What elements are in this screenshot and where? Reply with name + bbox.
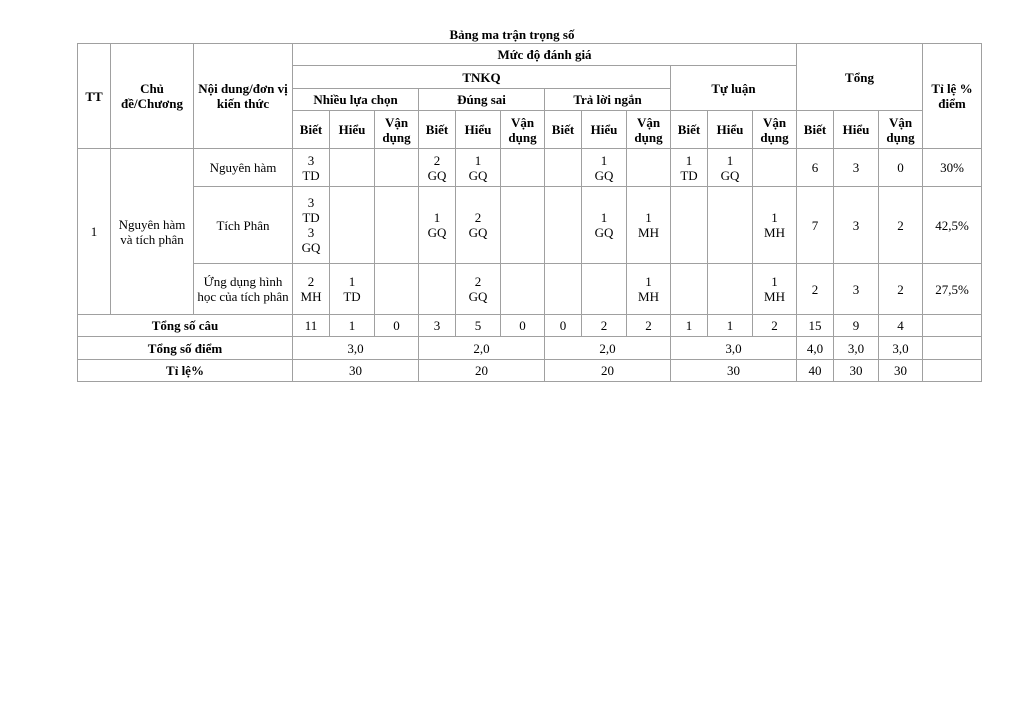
total-questions-label: Tổng số câu: [78, 315, 293, 337]
total-questions-cell: 1: [708, 315, 753, 337]
total-questions-cell: 15: [797, 315, 834, 337]
weight-matrix-table: [77, 43, 982, 382]
ratio-group-cell: 20: [545, 360, 671, 382]
ratio-cell: 27,5%: [923, 264, 982, 315]
table-cell: 1 GQ: [419, 187, 456, 264]
table-cell: 1 GQ: [582, 187, 627, 264]
table-cell: 2: [879, 187, 923, 264]
table-cell: 0: [879, 149, 923, 187]
header-level-hieu: Hiểu: [456, 111, 501, 149]
table-cell: 3: [834, 264, 879, 315]
total-questions-cell: 0: [375, 315, 419, 337]
header-level-biet: Biết: [545, 111, 582, 149]
header-total: Tổng: [797, 44, 923, 111]
header-level-van-dung: Vận dụng: [375, 111, 419, 149]
table-cell: [545, 187, 582, 264]
table-cell: [671, 187, 708, 264]
header-level-van-dung: Vận dụng: [879, 111, 923, 149]
header-level-biet: Biết: [797, 111, 834, 149]
topic-number: 1: [78, 149, 111, 315]
header-short-answer: Trả lời ngắn: [545, 89, 671, 111]
total-questions-ratio-cell: [923, 315, 982, 337]
table-cell: 6: [797, 149, 834, 187]
table-cell: 3: [834, 187, 879, 264]
header-level-van-dung: Vận dụng: [501, 111, 545, 149]
table-cell: [545, 149, 582, 187]
total-questions-cell: 2: [627, 315, 671, 337]
total-points-group-cell: 3,0: [293, 337, 419, 360]
table-cell: 3 TD: [293, 149, 330, 187]
content-cell: Nguyên hàm: [194, 149, 293, 187]
ratio-group-cell: 30: [671, 360, 797, 382]
table-cell: [375, 149, 419, 187]
total-questions-cell: 1: [330, 315, 375, 337]
total-points-cell: 3,0: [879, 337, 923, 360]
header-level-van-dung: Vận dụng: [627, 111, 671, 149]
table-cell: 2 MH: [293, 264, 330, 315]
total-questions-cell: 11: [293, 315, 330, 337]
header-level-hieu: Hiểu: [708, 111, 753, 149]
table-cell: 1 GQ: [708, 149, 753, 187]
table-cell: [753, 149, 797, 187]
header-level-biet: Biết: [671, 111, 708, 149]
ratio-cell: 42,5%: [923, 187, 982, 264]
ratio-group-cell: 20: [419, 360, 545, 382]
table-cell: [708, 264, 753, 315]
header-level-van-dung: Vận dụng: [753, 111, 797, 149]
table-cell: [582, 264, 627, 315]
table-cell: [375, 264, 419, 315]
total-points-cell: 3,0: [834, 337, 879, 360]
topic-name: Nguyên hàm và tích phân: [111, 149, 194, 315]
header-topic: Chủ đề/Chương: [111, 44, 194, 149]
table-cell: [419, 264, 456, 315]
header-level-hieu: Hiểu: [330, 111, 375, 149]
table-cell: 3 TD 3 GQ: [293, 187, 330, 264]
header-level-biet: Biết: [293, 111, 330, 149]
table-cell: 1 TD: [671, 149, 708, 187]
header-assessment-level: Mức độ đánh giá: [293, 44, 797, 66]
total-questions-cell: 4: [879, 315, 923, 337]
table-cell: [708, 187, 753, 264]
content-cell: Ứng dụng hình học của tích phân: [194, 264, 293, 315]
header-multiple-choice: Nhiều lựa chọn: [293, 89, 419, 111]
ratio-empty-cell: [923, 360, 982, 382]
table-cell: [330, 187, 375, 264]
table-cell: [501, 264, 545, 315]
table-cell: 2 GQ: [456, 264, 501, 315]
total-points-group-cell: 2,0: [545, 337, 671, 360]
table-caption: Bảng ma trận trọng số: [449, 27, 575, 42]
header-level-biet: Biết: [419, 111, 456, 149]
table-cell: 1 MH: [753, 264, 797, 315]
ratio-total-cell: 30: [879, 360, 923, 382]
table-cell: [671, 264, 708, 315]
content-cell: Tích Phân: [194, 187, 293, 264]
total-points-group-cell: 3,0: [671, 337, 797, 360]
table-cell: 2: [797, 264, 834, 315]
table-cell: 7: [797, 187, 834, 264]
header-essay: Tự luận: [671, 66, 797, 111]
total-points-label: Tổng số điểm: [78, 337, 293, 360]
header-tnkq: TNKQ: [293, 66, 671, 89]
header-ratio: Tỉ lệ % điểm: [923, 44, 982, 149]
header-tt: TT: [78, 44, 111, 149]
table-cell: [501, 149, 545, 187]
ratio-cell: 30%: [923, 149, 982, 187]
header-level-hieu: Hiểu: [834, 111, 879, 149]
total-questions-cell: 5: [456, 315, 501, 337]
total-questions-cell: 0: [501, 315, 545, 337]
table-cell: 3: [834, 149, 879, 187]
header-content: Nội dung/đơn vị kiến thức: [194, 44, 293, 149]
table-cell: 2 GQ: [419, 149, 456, 187]
total-questions-cell: 3: [419, 315, 456, 337]
ratio-group-cell: 30: [293, 360, 419, 382]
table-cell: 1 MH: [753, 187, 797, 264]
total-questions-cell: 2: [753, 315, 797, 337]
header-true-false: Đúng sai: [419, 89, 545, 111]
table-cell: 1 GQ: [582, 149, 627, 187]
table-cell: [545, 264, 582, 315]
table-cell: [330, 149, 375, 187]
table-cell: 2 GQ: [456, 187, 501, 264]
table-cell: [501, 187, 545, 264]
ratio-total-cell: 40: [797, 360, 834, 382]
table-cell: 1 MH: [627, 187, 671, 264]
total-questions-cell: 0: [545, 315, 582, 337]
table-cell: [375, 187, 419, 264]
total-points-ratio-cell: [923, 337, 982, 360]
total-questions-cell: 1: [671, 315, 708, 337]
total-questions-cell: 2: [582, 315, 627, 337]
total-questions-cell: 9: [834, 315, 879, 337]
table-cell: 1 MH: [627, 264, 671, 315]
table-cell: [627, 149, 671, 187]
total-points-cell: 4,0: [797, 337, 834, 360]
table-cell: 1 GQ: [456, 149, 501, 187]
ratio-label: Tỉ lệ%: [78, 360, 293, 382]
table-cell: 1 TD: [330, 264, 375, 315]
total-points-group-cell: 2,0: [419, 337, 545, 360]
ratio-total-cell: 30: [834, 360, 879, 382]
header-level-hieu: Hiểu: [582, 111, 627, 149]
table-cell: 2: [879, 264, 923, 315]
